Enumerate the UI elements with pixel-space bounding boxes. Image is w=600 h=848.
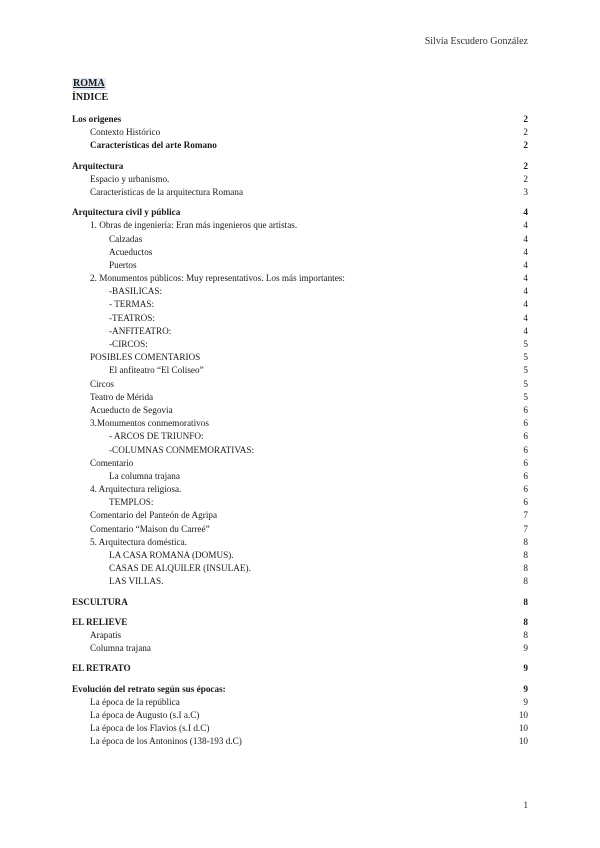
toc-entry-page: 9 xyxy=(523,663,528,674)
toc-entry-page: 9 xyxy=(523,643,528,654)
toc-entry-title: -COLUMNAS CONMEMORATIVAS: xyxy=(109,444,255,455)
toc-entry-page: 6 xyxy=(523,404,528,415)
toc-entry-title: -CIRCOS: xyxy=(109,339,148,349)
toc-entry-page: 2 xyxy=(523,140,528,151)
toc-entry-page: 4 xyxy=(523,220,528,231)
toc-entry-title: ESCULTURA xyxy=(72,596,128,607)
toc-entry[interactable] xyxy=(72,259,528,272)
toc-entry-page: 9 xyxy=(523,696,528,707)
toc-entry[interactable] xyxy=(72,246,528,259)
toc-entry-title: Comentario “Maison du Carreé” xyxy=(90,523,210,534)
toc-spacer xyxy=(72,676,528,683)
toc-entry-title: 2. Monumentos públicos: Muy representativos. Los más importantes: xyxy=(90,273,345,284)
toc-entry[interactable] xyxy=(72,496,528,509)
toc-entry-title: LA CASA ROMANA (DOMUS). xyxy=(109,550,234,560)
toc-entry-title: Características del arte Romano xyxy=(90,140,217,151)
toc-entry-title: CASAS DE ALQUILER (INSULAE). xyxy=(109,563,251,574)
toc-entry[interactable] xyxy=(72,219,528,232)
toc-entry[interactable] xyxy=(72,139,528,152)
toc-entry-page: 5 xyxy=(523,391,528,402)
toc-entry-title: EL RETRATO xyxy=(72,663,131,674)
toc-entry-title: La columna trajana xyxy=(109,470,180,481)
toc-entry[interactable] xyxy=(72,364,528,377)
document-title: ROMA xyxy=(73,78,105,89)
toc-entry[interactable] xyxy=(72,509,528,522)
toc-entry-title: Calzadas xyxy=(109,233,143,244)
toc-spacer xyxy=(72,153,528,160)
toc-entry-page: 6 xyxy=(523,444,528,455)
toc-entry-title: La época de la república xyxy=(90,696,180,707)
toc-entry-title: 4. Arquitectura religiosa. xyxy=(90,484,182,495)
toc-spacer xyxy=(72,589,528,596)
toc-entry-title: POSIBLES COMENTARIOS xyxy=(90,352,201,363)
toc-entry-page: 6 xyxy=(523,470,528,481)
toc-entry-page: 7 xyxy=(523,523,528,534)
toc-entry-page: 9 xyxy=(523,683,528,694)
toc-entry[interactable] xyxy=(72,549,528,562)
toc-entry-title: Puertos xyxy=(109,259,137,270)
toc-entry-title: EL RELIEVE xyxy=(72,616,128,627)
toc-entry[interactable] xyxy=(72,709,528,722)
toc-entry-page: 6 xyxy=(523,431,528,442)
toc-entry-title: Columna trajana xyxy=(90,643,151,654)
toc-entry[interactable] xyxy=(72,596,528,609)
toc-entry-title: Arquitectura civil y pública xyxy=(72,207,181,218)
toc-entry[interactable] xyxy=(72,629,528,642)
toc-entry-title: Arapatis xyxy=(90,629,122,640)
toc-entry[interactable] xyxy=(72,160,528,173)
toc-entry[interactable] xyxy=(72,444,528,457)
toc-entry-title: 1. Obras de ingeniería: Eran más ingenieros que artistas. xyxy=(90,220,298,231)
toc-entry[interactable] xyxy=(72,722,528,735)
toc-entry[interactable] xyxy=(72,272,528,285)
toc-entry-page: 4 xyxy=(523,325,528,336)
toc-entry[interactable] xyxy=(72,186,528,199)
toc-entry-page: 10 xyxy=(518,736,528,747)
toc-entry[interactable] xyxy=(72,312,528,325)
toc-entry-page: 10 xyxy=(518,723,528,734)
header-author: Silvia Escudero González xyxy=(424,36,528,47)
toc-entry-page: 2 xyxy=(523,160,528,171)
toc-entry[interactable] xyxy=(72,417,528,430)
toc-entry[interactable] xyxy=(72,206,528,219)
toc-entry-title: Los origenes xyxy=(72,114,122,124)
toc-entry-title: Contexto Histórico xyxy=(90,127,161,138)
toc-entry-page: 5 xyxy=(523,339,528,349)
toc-entry-page: 8 xyxy=(523,616,528,627)
toc-entry[interactable] xyxy=(72,233,528,246)
toc-entry[interactable] xyxy=(72,298,528,311)
toc-entry-title: 3.Monumentos conmemorativos xyxy=(90,418,209,429)
toc-entry-page: 8 xyxy=(523,629,528,640)
toc-entry[interactable] xyxy=(72,325,528,338)
toc-entry[interactable] xyxy=(72,470,528,483)
toc-entry[interactable] xyxy=(72,391,528,404)
toc-entry[interactable] xyxy=(72,173,528,186)
toc-entry-title: El anfiteatro “El Coliseo” xyxy=(109,365,204,376)
table-of-contents xyxy=(72,113,528,748)
toc-entry-page: 5 xyxy=(523,352,528,363)
toc-entry-title: Arquitectura xyxy=(72,160,124,171)
toc-entry-title: Acueducto de Segovia xyxy=(90,404,173,415)
toc-entry[interactable] xyxy=(72,483,528,496)
toc-entry-page: 4 xyxy=(523,286,528,297)
toc-entry-title: Circos xyxy=(90,378,114,389)
toc-entry-page: 2 xyxy=(523,127,528,138)
toc-entry[interactable] xyxy=(72,126,528,139)
toc-spacer xyxy=(72,655,528,662)
toc-entry-title: Características de la arquitectura Romana xyxy=(90,186,244,197)
toc-entry[interactable] xyxy=(72,536,528,549)
toc-entry[interactable] xyxy=(72,285,528,298)
toc-entry-page: 8 xyxy=(523,576,528,587)
toc-entry-page: 6 xyxy=(523,457,528,468)
toc-entry-title: La época de los Flavios (s.I d.C) xyxy=(90,723,210,734)
toc-entry[interactable] xyxy=(72,662,528,675)
toc-entry-title: Espacio y urbanismo. xyxy=(90,173,170,184)
footer-page-number: 1 xyxy=(523,800,528,810)
toc-entry[interactable] xyxy=(72,616,528,629)
toc-entry[interactable] xyxy=(72,338,528,351)
toc-spacer xyxy=(72,199,528,206)
toc-spacer xyxy=(72,609,528,616)
toc-entry-title: -ANFITEATRO: xyxy=(109,325,172,336)
toc-entry-page: 4 xyxy=(523,246,528,257)
toc-entry-page: 5 xyxy=(523,365,528,376)
toc-entry-page: 3 xyxy=(523,186,528,197)
toc-entry-page: 2 xyxy=(523,114,528,124)
toc-entry-title: Evolución del retrato según sus épocas: xyxy=(72,683,226,694)
toc-entry-page: 4 xyxy=(523,207,528,218)
toc-entry-page: 4 xyxy=(523,299,528,310)
toc-entry-title: - ARCOS DE TRIUNFO: xyxy=(109,431,204,442)
toc-entry-page: 6 xyxy=(523,497,528,508)
toc-entry[interactable] xyxy=(72,642,528,655)
toc-entry[interactable] xyxy=(72,562,528,575)
toc-entry-title: -TEATROS: xyxy=(109,312,155,323)
toc-entry-title: Teatro de Mérida xyxy=(90,391,154,402)
toc-entry-page: 4 xyxy=(523,312,528,323)
toc-entry[interactable] xyxy=(72,113,528,126)
toc-entry-page: 10 xyxy=(518,709,528,720)
toc-entry-page: 8 xyxy=(523,536,528,547)
toc-entry-title: Acueductos xyxy=(109,246,153,257)
toc-entry-page: 5 xyxy=(523,378,528,389)
toc-entry-page: 4 xyxy=(523,273,528,284)
toc-entry-page: 8 xyxy=(523,550,528,560)
toc-entry-title: TEMPLOS: xyxy=(109,497,154,508)
toc-entry[interactable] xyxy=(72,575,528,588)
toc-entry-title: -BASILICAS: xyxy=(109,286,163,297)
toc-entry-page: 8 xyxy=(523,596,528,607)
toc-entry-page: 7 xyxy=(523,510,528,521)
toc-entry-page: 6 xyxy=(523,418,528,429)
toc-entry-title: La época de los Antoninos (138-193 d.C) xyxy=(90,736,242,747)
toc-entry-title: LAS VILLAS. xyxy=(109,576,164,587)
toc-entry-title: 5. Arquitectura doméstica. xyxy=(90,536,187,547)
toc-entry-title: - TERMAS: xyxy=(109,299,155,310)
toc-entry-title: La época de Augusto (s.I a.C) xyxy=(90,709,200,720)
toc-entry-page: 6 xyxy=(523,484,528,495)
title-block xyxy=(72,73,108,104)
toc-entry-title: Comentario del Panteón de Agripa xyxy=(90,510,218,521)
toc-entry[interactable] xyxy=(72,404,528,417)
toc-entry[interactable] xyxy=(72,683,528,696)
toc-entry[interactable] xyxy=(72,457,528,470)
toc-entry-page: 4 xyxy=(523,233,528,244)
toc-entry-page: 8 xyxy=(523,563,528,574)
toc-entry-title: Comentario xyxy=(90,457,134,468)
toc-entry[interactable] xyxy=(72,351,528,364)
toc-entry[interactable] xyxy=(72,735,528,748)
index-heading: ÍNDICE xyxy=(72,92,109,103)
toc-entry[interactable] xyxy=(72,523,528,536)
toc-entry-page: 2 xyxy=(523,173,528,184)
toc-entry-page: 4 xyxy=(523,259,528,270)
toc-entry[interactable] xyxy=(72,378,528,391)
toc-entry[interactable] xyxy=(72,696,528,709)
toc-entry[interactable] xyxy=(72,430,528,443)
